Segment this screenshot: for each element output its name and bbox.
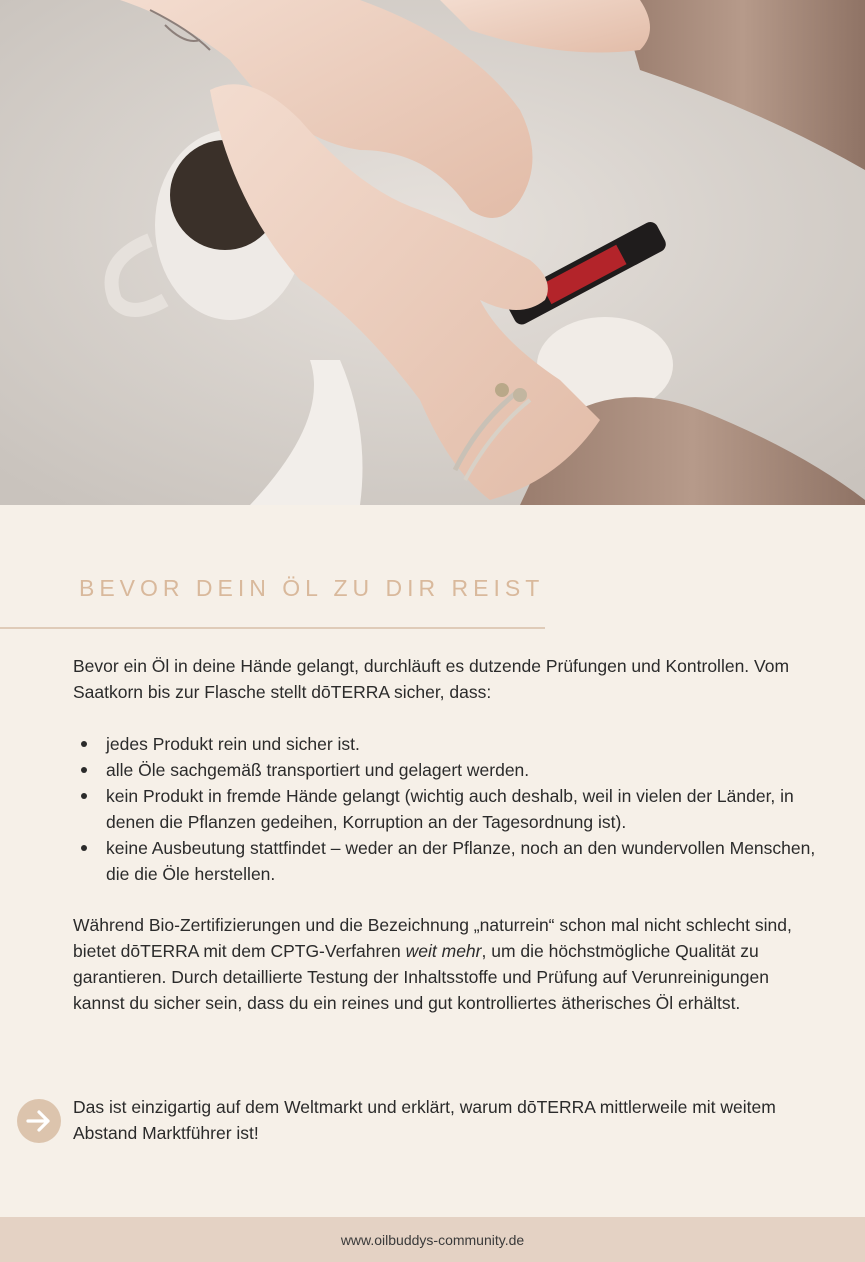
- list-item: keine Ausbeutung stattfindet – weder an der Pflanze, noch an den wundervollen Menschen, die die Öle herstellen.: [106, 835, 836, 887]
- para2-text-start: Während Bio-Zertifizierungen und die Bezeichnung „naturrein“ schon mal nicht schlecht sind, bietet dōTERRA mit dem CPTG-Verfahren: [73, 915, 792, 961]
- list-item: kein Produkt in fremde Hände gelangt (wichtig auch deshalb, weil in vielen der Länder, in denen die Pflanzen gedeihen, Korruption an der Tagesordnung ist).: [106, 783, 836, 835]
- arrow-right-icon: [17, 1099, 61, 1143]
- footer-bar: [0, 1217, 865, 1262]
- intro-paragraph: Bevor ein Öl in deine Hände gelangt, durchläuft es dutzende Prüfungen und Kontrollen. Vom Saatkorn bis zur Flasche stellt dōTERRA sicher, dass:: [73, 656, 790, 702]
- list-item: alle Öle sachgemäß transportiert und gelagert werden.: [106, 757, 836, 783]
- hero-photo: [0, 0, 865, 505]
- section-heading: BEVOR DEIN ÖL ZU DIR REIST: [79, 575, 545, 601]
- footer-url[interactable]: www.oilbuddys-community.de: [340, 1231, 525, 1248]
- hands-oil-photo-illustration: [0, 0, 865, 505]
- certification-paragraph: [73, 912, 813, 1016]
- quality-bullet-list: [73, 731, 836, 887]
- para2-text-end: , um die höchstmögliche Qualität zu garantieren. Durch detaillierte Testung der Inhaltsstoffe und Prüfung auf Verunreinigungen kannst du sicher sein, dass du ein reines und gut kontrolliertes ätherisches Öl erhältst.: [73, 941, 769, 1013]
- heading-divider: [0, 627, 545, 629]
- closing-statement: Das ist einzigartig auf dem Weltmarkt und erklärt, warum dōTERRA mittlerweile mit weitem Abstand Marktführer ist!: [73, 1097, 776, 1143]
- para2-emphasis: weit mehr: [405, 941, 482, 961]
- list-item: jedes Produkt rein und sicher ist.: [106, 731, 836, 757]
